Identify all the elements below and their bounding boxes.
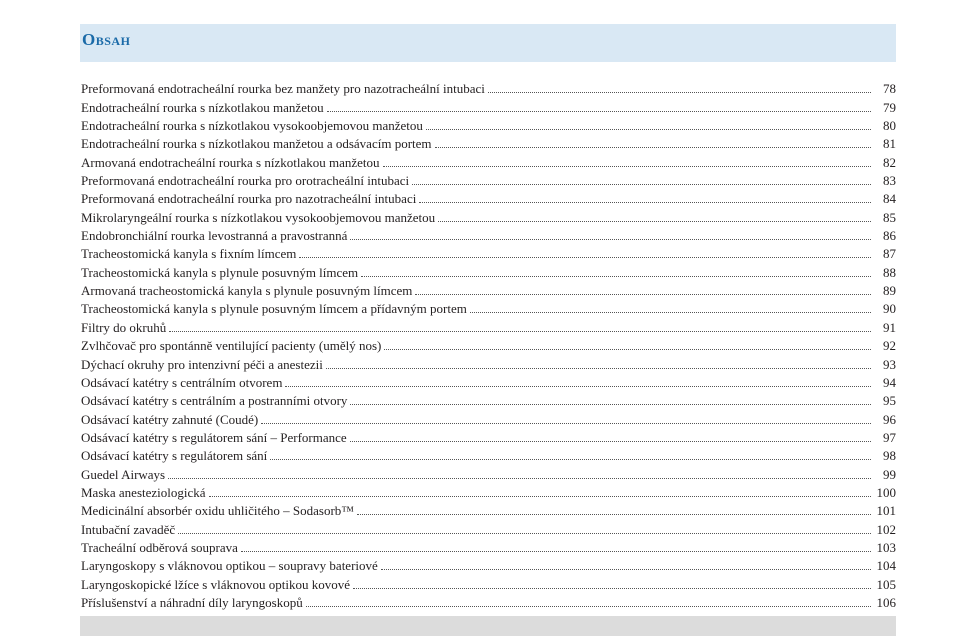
toc-entry-title[interactable]: Guedel Airways [81,466,166,482]
toc-entry[interactable] [81,391,896,409]
toc-entry-title[interactable]: Mikrolaryngeální rourka s nízkotlakou vysokoobjemovou manžetou [81,209,436,225]
toc-entry[interactable] [81,171,896,189]
toc-entry[interactable] [81,189,896,207]
toc-entry-page[interactable]: 99 [883,466,896,482]
toc-entry-title[interactable]: Endotracheální rourka s nízkotlakou manžetou [81,99,324,115]
toc-entry-page[interactable]: 78 [883,81,896,97]
toc-entry-title[interactable]: Odsávací katétry s regulátorem sání – Performance [81,429,347,445]
dot-leader [350,441,871,442]
dot-leader [178,533,871,534]
toc-entry-page[interactable]: 90 [883,301,896,317]
toc-entry-page[interactable]: 93 [883,356,896,372]
toc-entry-page[interactable]: 96 [883,411,896,427]
dot-leader [415,294,871,295]
dot-leader [326,368,871,369]
toc-entry[interactable] [81,446,896,464]
dot-leader [270,459,871,460]
dot-leader [470,312,871,313]
dot-leader [419,202,871,203]
toc-entry-title[interactable]: Laryngoskopické lžíce s vláknovou optikou kovové [81,576,350,592]
toc-entry-page[interactable]: 94 [883,374,896,390]
toc-entry-page[interactable]: 92 [883,338,896,354]
toc-entry-title[interactable]: Odsávací katétry s regulátorem sání [81,448,268,464]
toc-entry[interactable] [81,336,896,354]
toc-entry-page[interactable]: 106 [876,594,896,610]
toc-entry-page[interactable]: 95 [883,393,896,409]
toc-entry[interactable] [81,501,896,519]
toc-entry-title[interactable]: Odsávací katétry zahnuté (Coudé) [81,411,259,427]
dot-leader [438,221,871,222]
toc-entry-page[interactable]: 91 [883,319,896,335]
dot-leader [381,569,871,570]
dot-leader [350,404,871,405]
toc-entry[interactable] [81,152,896,170]
toc-entry[interactable] [81,299,896,317]
toc-entry-title[interactable]: Armovaná tracheostomická kanyla s plynule posuvným límcem [81,283,413,299]
toc-entry[interactable] [81,464,896,482]
toc-entry[interactable] [81,281,896,299]
toc-entry-title[interactable]: Tracheostomická kanyla s fixním límcem [81,246,297,262]
toc-entry-title[interactable]: Preformovaná endotracheální rourka pro nazotracheální intubaci [81,191,417,207]
footer-band [80,616,896,636]
toc-entry[interactable] [81,354,896,372]
dot-leader [353,588,871,589]
dot-leader [361,276,871,277]
toc-entry-title[interactable]: Armovaná endotracheální rourka s nízkotlakou manžetou [81,154,380,170]
toc-entry-page[interactable]: 101 [876,503,896,519]
toc-entry-page[interactable]: 105 [876,576,896,592]
toc-entry[interactable] [81,483,896,501]
toc-entry[interactable] [81,574,896,592]
toc-entry-title[interactable]: Endotracheální rourka s nízkotlakou manžetou a odsávacím portem [81,136,432,152]
dot-leader [169,331,871,332]
toc-entry[interactable] [81,409,896,427]
toc-entry-page[interactable]: 100 [876,484,896,500]
dot-leader [488,92,871,93]
toc-entry-page[interactable]: 104 [876,558,896,574]
toc-entry[interactable] [81,593,896,611]
toc-entry-title[interactable]: Tracheostomická kanyla s plynule posuvným límcem a přídavným portem [81,301,467,317]
toc-entry-title[interactable]: Odsávací katétry s centrálním otvorem [81,374,283,390]
toc-entry-title[interactable]: Tracheální odběrová souprava [81,539,238,555]
dot-leader [285,386,871,387]
toc-entry[interactable] [81,538,896,556]
toc-entry-page[interactable]: 88 [883,264,896,280]
dot-leader [306,606,871,607]
dot-leader [426,129,871,130]
toc-entry[interactable] [81,226,896,244]
dot-leader [384,349,871,350]
toc-entry[interactable] [81,262,896,280]
header-band [80,24,896,62]
dot-leader [261,423,871,424]
toc-entry-title[interactable]: Endotracheální rourka s nízkotlakou vysokoobjemovou manžetou [81,118,423,134]
toc-entry[interactable] [81,244,896,262]
toc-entry-title[interactable]: Preformovaná endotracheální rourka pro orotracheální intubaci [81,173,410,189]
toc-entry-page[interactable]: 80 [883,118,896,134]
toc-entry-page[interactable]: 82 [883,154,896,170]
dot-leader [327,111,871,112]
toc-entry[interactable] [81,428,896,446]
toc-entry-title[interactable]: Dýchací okruhy pro intenzivní péči a anestezii [81,356,323,372]
dot-leader [209,496,871,497]
toc-entry-page[interactable]: 98 [883,448,896,464]
toc-entry-page[interactable]: 103 [876,539,896,555]
toc-entry[interactable] [81,207,896,225]
toc-entry[interactable] [81,79,896,97]
toc-entry-page[interactable]: 85 [883,209,896,225]
toc-entry-title[interactable]: Odsávací katétry s centrálním a postranními otvory [81,393,348,409]
toc-entry-page[interactable]: 102 [876,521,896,537]
toc-entry-page[interactable]: 97 [883,429,896,445]
toc-entry[interactable] [81,373,896,391]
dot-leader [383,166,871,167]
table-of-contents [81,79,896,611]
toc-entry-title[interactable]: Laryngoskopy s vláknovou optikou – soupravy bateriové [81,558,378,574]
toc-entry-title[interactable]: Zvlhčovač pro spontánně ventilující pacienty (umělý nos) [81,338,382,354]
toc-entry[interactable] [81,116,896,134]
toc-entry-title[interactable]: Medicinální absorbér oxidu uhličitého – Sodasorb™ [81,503,355,519]
toc-entry-title[interactable]: Příslušenství a náhradní díly laryngoskopů [81,594,303,610]
toc-entry-page[interactable]: 87 [883,246,896,262]
toc-entry-page[interactable]: 81 [883,136,896,152]
toc-entry-page[interactable]: 83 [883,173,896,189]
toc-entry[interactable] [81,97,896,115]
dot-leader [168,478,871,479]
toc-entry[interactable] [81,317,896,335]
dot-leader [299,257,871,258]
toc-entry-page[interactable]: 89 [883,283,896,299]
dot-leader [241,551,871,552]
toc-entry-title[interactable]: Tracheostomická kanyla s plynule posuvným límcem [81,264,359,280]
dot-leader [350,239,871,240]
toc-entry-title[interactable]: Preformovaná endotracheální rourka bez manžety pro nazotracheální intubaci [81,81,485,97]
toc-entry-page[interactable]: 84 [883,191,896,207]
toc-entry-page[interactable]: 86 [883,228,896,244]
toc-entry-title[interactable]: Filtry do okruhů [81,319,167,335]
toc-entry[interactable] [81,556,896,574]
toc-entry-title[interactable]: Endobronchiální rourka levostranná a pravostranná [81,228,348,244]
toc-entry-title[interactable]: Maska anesteziologická [81,484,206,500]
toc-entry-title[interactable]: Intubační zavaděč [81,521,176,537]
toc-entry[interactable] [81,134,896,152]
dot-leader [435,147,871,148]
dot-leader [412,184,871,185]
toc-entry-page[interactable]: 79 [883,99,896,115]
toc-entry[interactable] [81,519,896,537]
page-title: Obsah [82,30,131,49]
dot-leader [357,514,871,515]
